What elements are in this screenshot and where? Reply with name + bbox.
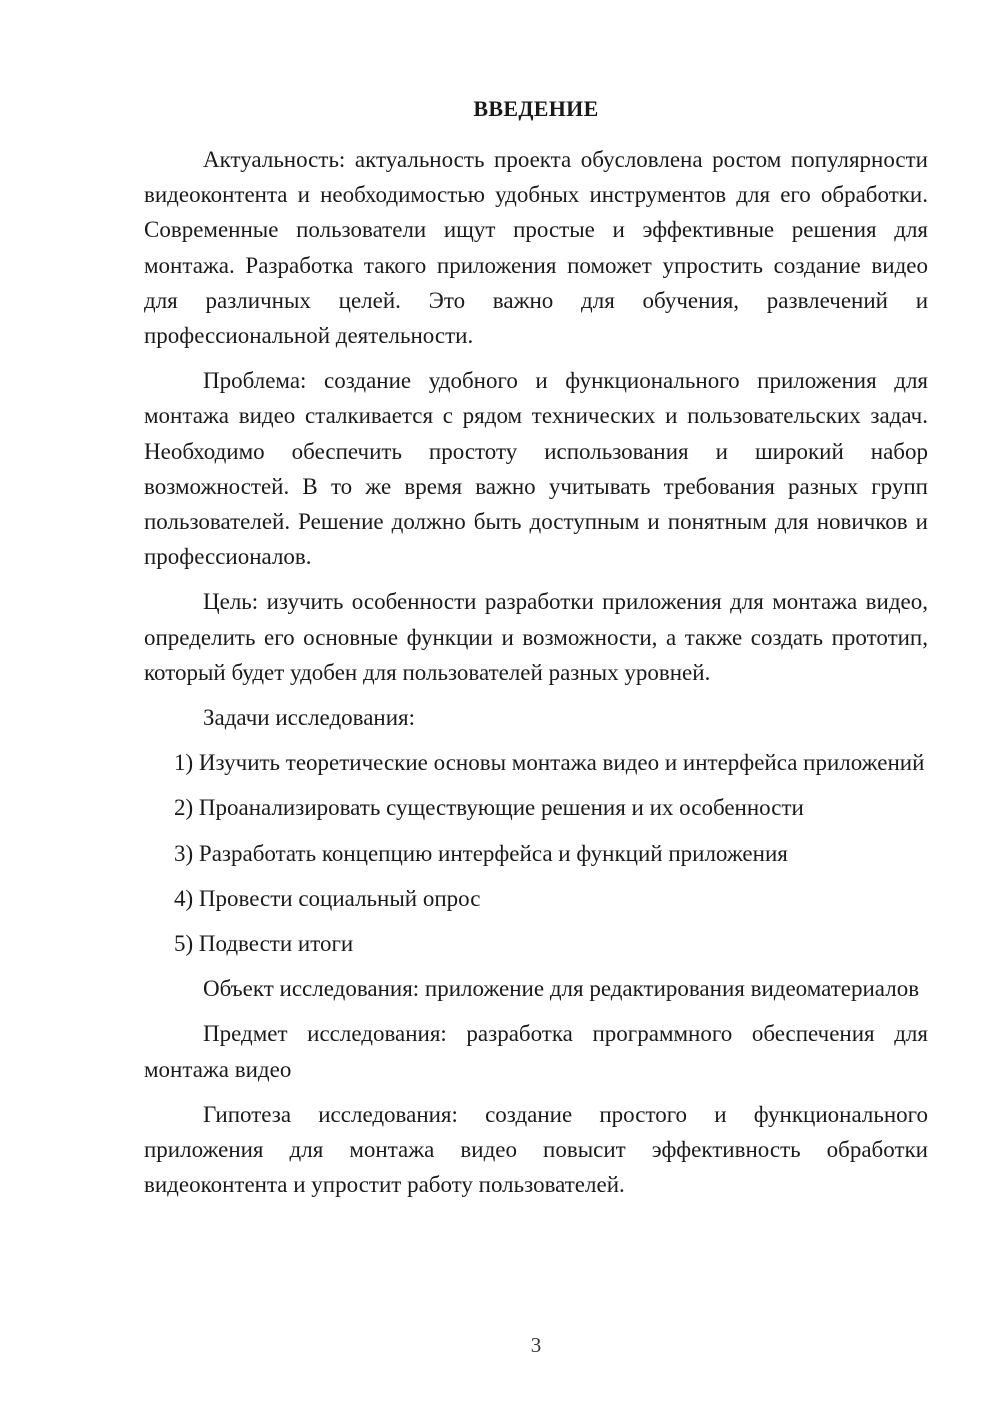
list-item: 2) Проанализировать существующие решения и их особенности [174, 795, 804, 821]
list-item: 5) Подвести итоги [174, 931, 354, 957]
object-paragraph: Объект исследования: приложение для редактирования видеоматериалов [203, 976, 920, 1002]
tasks-heading: Задачи исследования: [203, 705, 416, 731]
hypothesis-paragraph: Гипотеза исследования: создание простого и функционального приложения для монтажа видео повысит эффективность обработки видеоконтента и упростит работу пользователей. [144, 1101, 928, 1198]
relevance-paragraph: Актуальность: актуальность проекта обусловлена ростом популярности видеоконтента и необходимостью удобных инструментов для его обработки. Современные пользователи ищут простые и эффективные решения для монтажа. Разработка такого приложения поможет упростить создание видео для различных целей. Это важно для обучения, развлечений и профессиональной деятельности. [144, 147, 928, 349]
goal-paragraph: Цель: изучить особенности разработки приложения для монтажа видео, определить его основные функции и возможности, а также создать прототип, который будет удобен для пользователей разных уровней. [144, 589, 928, 685]
problem-paragraph: Проблема: создание удобного и функционального приложения для монтажа видео сталкивается с рядом технических и пользовательских задач. Необходимо обеспечить простоту использования и широкий набор возможностей. В то же время важно учитывать требования разных групп пользователей. Решение должно быть доступным и понятным для новичков и профессионалов. [144, 368, 928, 570]
page-heading: ВВЕДЕНИЕ [473, 96, 599, 121]
document-body [144, 142, 928, 1202]
list-item: 1) Изучить теоретические основы монтажа видео и интерфейса приложений [174, 750, 925, 776]
list-item: 3) Разработать концепцию интерфейса и функций приложения [174, 840, 788, 866]
tasks-list [144, 745, 928, 961]
subject-paragraph: Предмет исследования: разработка программного обеспечения для монтажа видео [144, 1021, 928, 1082]
list-item: 4) Провести социальный опрос [174, 885, 481, 911]
page-number: 3 [530, 1333, 542, 1357]
